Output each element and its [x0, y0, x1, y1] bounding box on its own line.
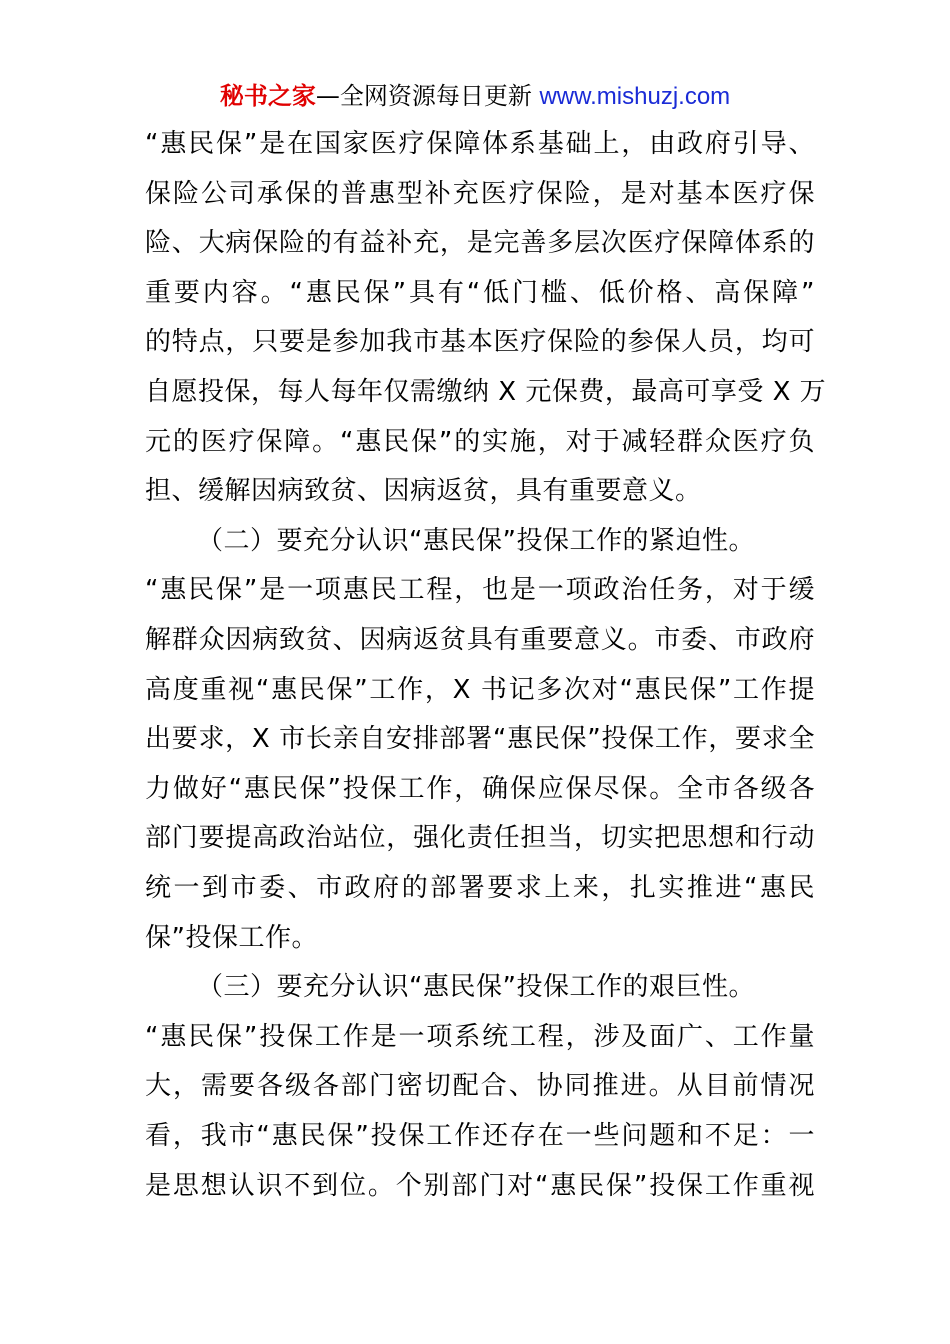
text-line: 看，我市“惠民保”投保工作还存在一些问题和不足：一 — [145, 1121, 815, 1151]
section-heading: （二）要充分认识“惠民保”投保工作的紧迫性。 — [197, 525, 755, 556]
header-brand: 秘书之家 — [219, 82, 316, 110]
text-line: 部门要提高政治站位，强化责任担当，切实把思想和行动 — [145, 823, 815, 854]
text-line: 大，需要各级各部门密切配合、协同推进。从目前情况 — [145, 1071, 815, 1102]
text-line: 是思想认识不到位。个别部门对“惠民保”投保工作重视 — [145, 1170, 815, 1201]
page-header — [0, 80, 950, 113]
text-line: 元的医疗保障。“惠民保”的实施，对于减轻群众医疗负 — [145, 426, 815, 457]
text-line: 保”投保工作。 — [145, 922, 318, 953]
text-line: 的特点，只要是参加我市基本医疗保险的参保人员，均可 — [145, 327, 815, 358]
text-line: 高度重视“惠民保”工作，X 书记多次对“惠民保”工作提 — [145, 674, 815, 705]
header-tagline: —全网资源每日更新 — [315, 82, 532, 110]
text-line: 出要求，X 市长亲自安排部署“惠民保”投保工作，要求全 — [145, 724, 815, 755]
header-url[interactable]: www.mishuzj.com — [539, 83, 731, 110]
text-line: 重要内容。“惠民保”具有“低门槛、低价格、高保障” — [145, 277, 815, 308]
section-heading: （三）要充分认识“惠民保”投保工作的艰巨性。 — [197, 972, 755, 1003]
text-line: 险、大病保险的有益补充，是完善多层次医疗保障体系的 — [145, 228, 815, 259]
text-line: 解群众因病致贫、因病返贫具有重要意义。市委、市政府 — [145, 625, 815, 655]
text-line: 担、缓解因病致贫、因病返贫，具有重要意义。 — [145, 476, 702, 507]
text-line: 力做好“惠民保”投保工作，确保应保尽保。全市各级各 — [145, 773, 815, 804]
text-line: “惠民保”投保工作是一项系统工程，涉及面广、工作量 — [145, 1021, 815, 1052]
text-line: 保险公司承保的普惠型补充医疗保险，是对基本医疗保 — [145, 178, 815, 209]
text-line: 自愿投保，每人每年仅需缴纳 X 元保费，最高可享受 X 万 — [145, 377, 827, 407]
text-line: “惠民保”是在国家医疗保障体系基础上，由政府引导、 — [145, 129, 815, 159]
text-line: 统一到市委、市政府的部署要求上来，扎实推进“惠民 — [145, 873, 815, 903]
text-line: “惠民保”是一项惠民工程，也是一项政治任务，对于缓 — [145, 575, 815, 606]
